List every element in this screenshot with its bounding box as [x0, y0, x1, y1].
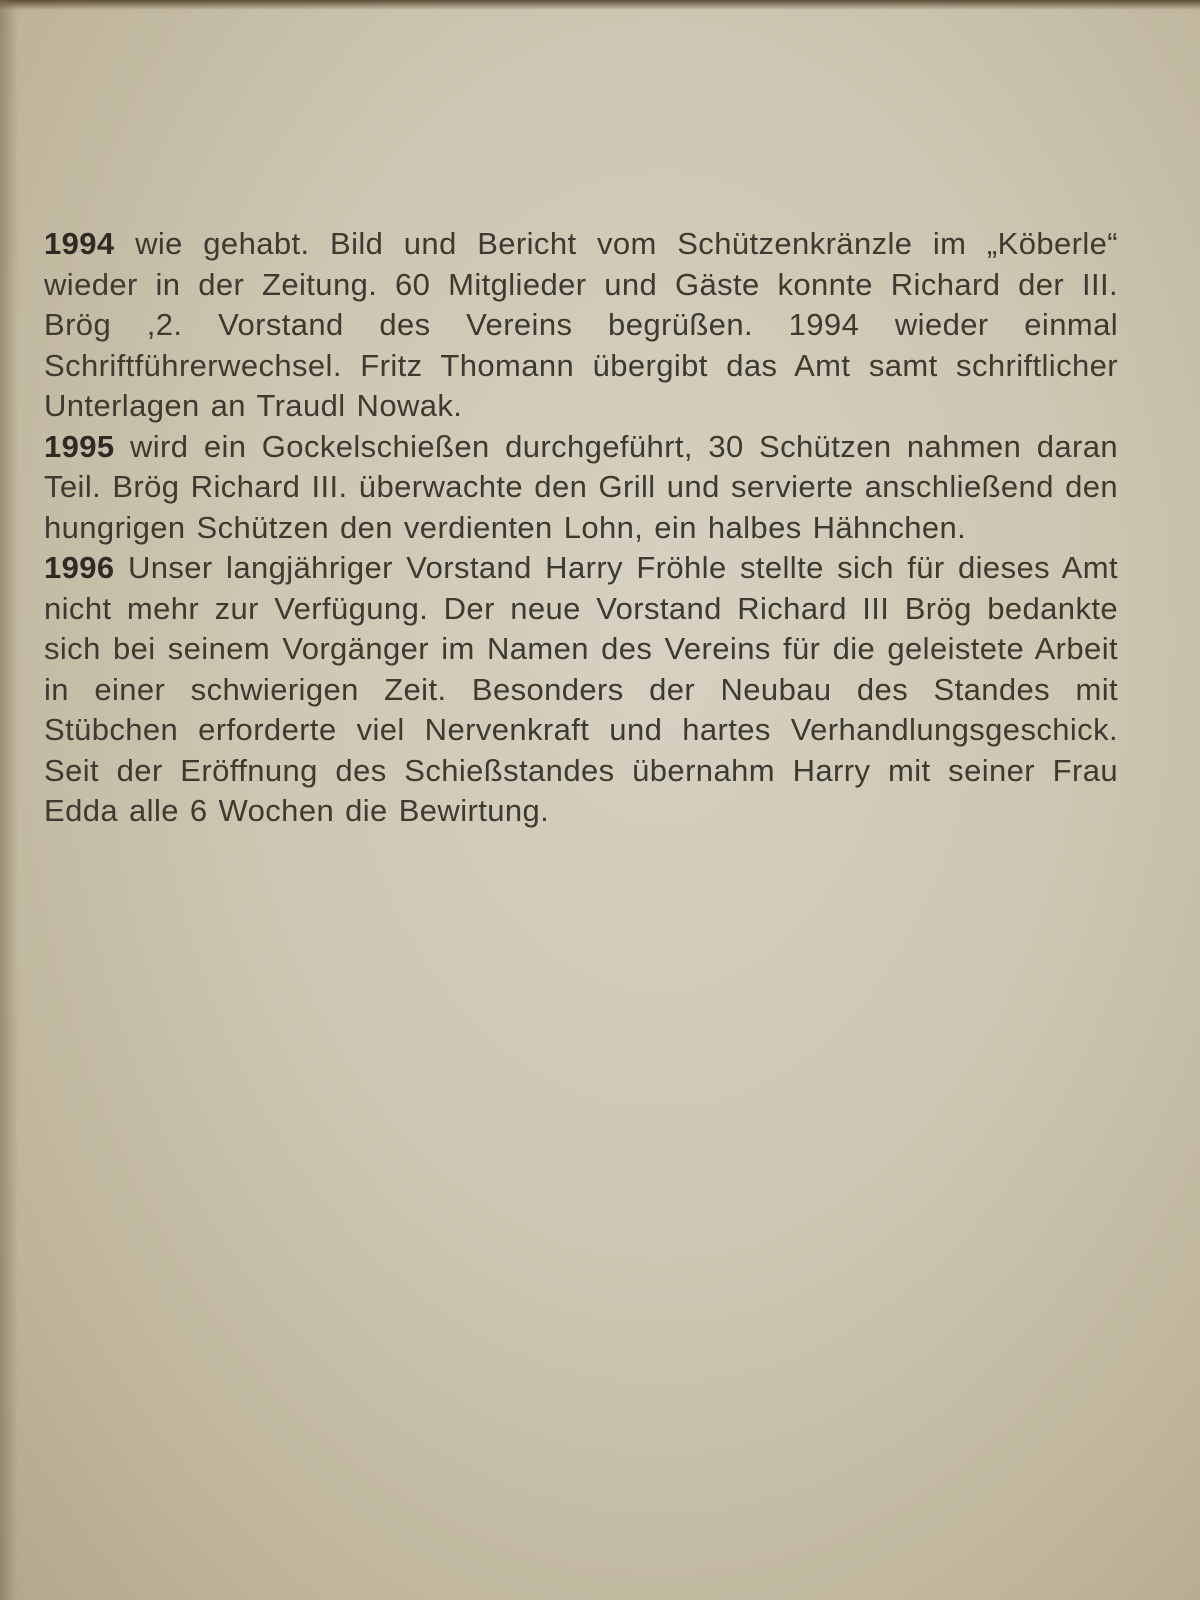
- entry-text: wie gehabt. Bild und Bericht vom Schützenkränzle im „Köberle“ wieder in der Zeitung. 60 Mitglieder und Gäste konnte Richard der III. Brög ,2. Vorstand des Vereins begrüßen. 1994 wieder einmal Schriftführerwechsel. Fritz Thomann übergibt das Amt samt schriftlicher Unterlagen an Traudl Nowak.: [44, 226, 1118, 423]
- chronicle-text: [44, 224, 1118, 832]
- entry-year: 1995: [44, 428, 115, 464]
- entry-year: 1996: [44, 550, 115, 585]
- entry-1994: [44, 224, 1118, 427]
- entry-text: wird ein Gockelschießen durchgeführt, 30 Schützen nahmen daran Teil. Brög Richard III. überwachte den Grill und servierte anschließend den hungrigen Schützen den verdienten Lohn, ein halbes Hähnchen.: [44, 428, 1118, 545]
- entry-1996: [44, 548, 1118, 832]
- entry-1995: [44, 427, 1118, 549]
- entry-year: 1994: [44, 226, 115, 261]
- entry-text: Unser langjähriger Vorstand Harry Fröhle stellte sich für dieses Amt nicht mehr zur Verfügung. Der neue Vorstand Richard III Brög bedankte sich bei seinem Vorgänger im Namen des Vereins für die geleistete Arbeit in einer schwierigen Zeit. Besonders der Neubau des Standes mit Stübchen erforderte viel Nervenkraft und hartes Verhandlungsgeschick. Seit der Eröffnung des Schießstandes übernahm Harry mit seiner Frau Edda alle 6 Wochen die Bewirtung.: [44, 550, 1118, 828]
